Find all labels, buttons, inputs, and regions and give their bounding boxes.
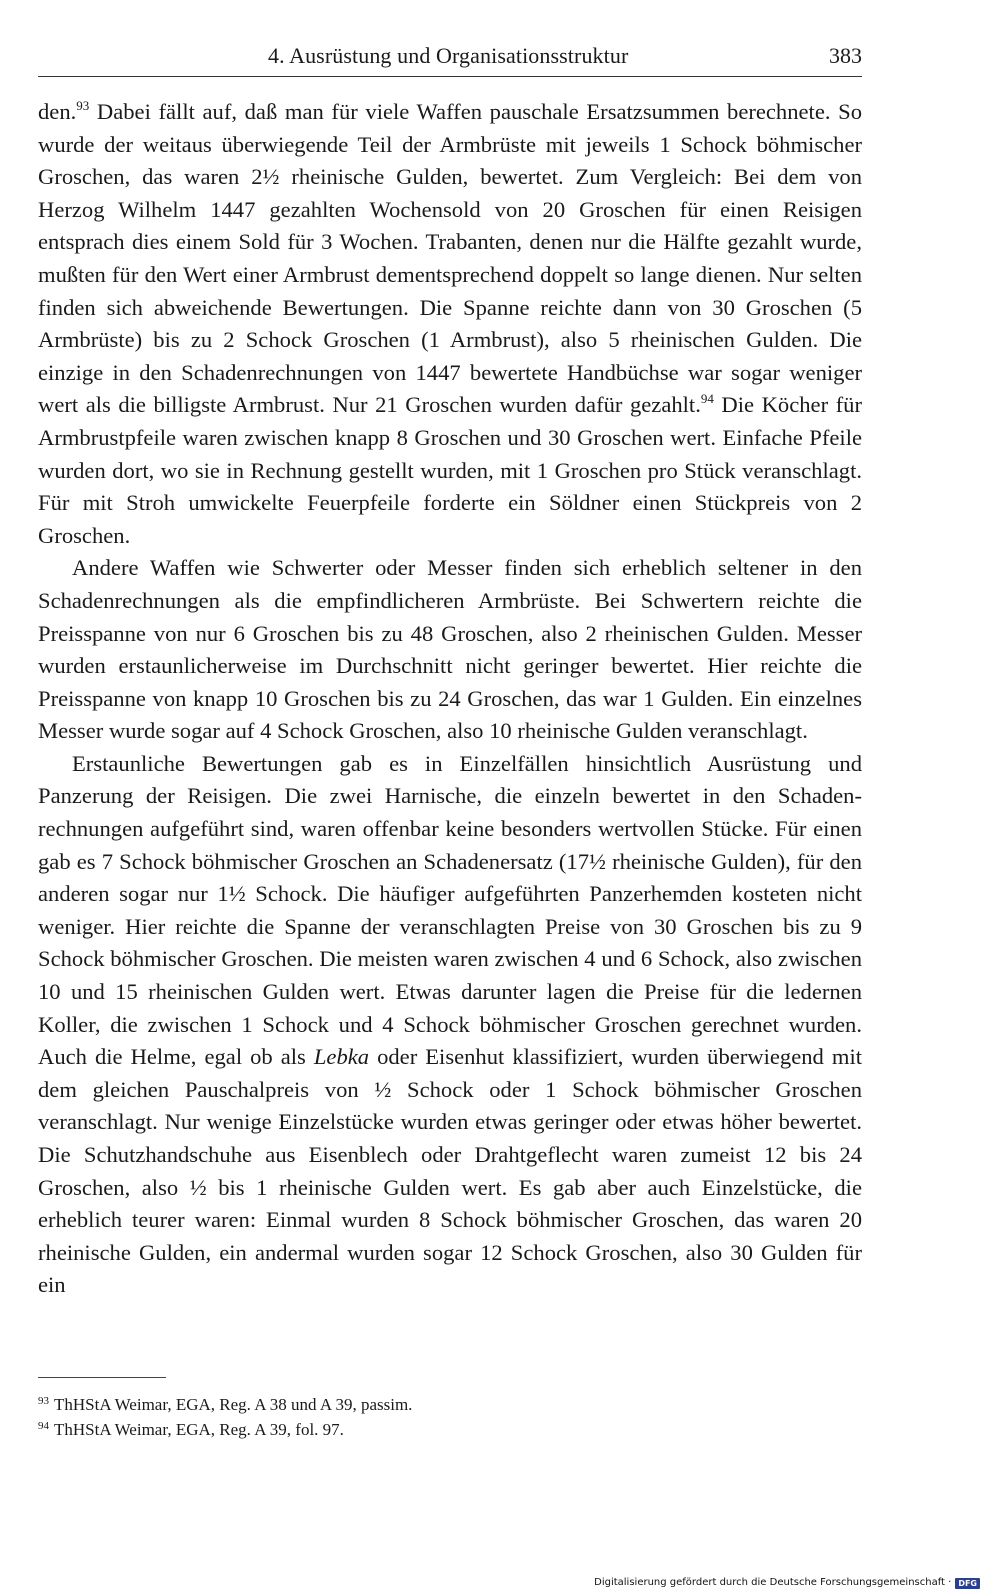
italic-term-lebka: Lebka	[313, 1044, 370, 1070]
footnote-ref-94: 94	[700, 391, 714, 407]
paragraph-1	[38, 96, 862, 552]
paragraph-1-part-b: Dabei fällt auf, daß man für viele Waffen pauschale Ersatzsummen berechnete. So wurde der weitaus überwiegende Teil der Armbrüste mit jeweils 1 Schock böhmischer Groschen, das waren 2½ rheinische Gulden, bewertet. Zum Vergleich: Bei dem von Herzog Wilhelm 1447 gezahlten Wochensold von 20 Groschen für einen Reisigen entsprach dies einem Sold für 3 Wochen. Trabanten, denen nur die Hälfte gezahlt wurde, mußten für den Wert einer Armbrust dementsprechend doppelt so lange dienen. Nur selten finden sich abweichende Bewertungen. Die Spanne reichte dann von 30 Groschen (5 Armbrüste) bis zu 2 Schock Groschen (1 Armbrust), also 5 rheinischen Gulden. Die einzige in den Schadenrechnungen von 1447 bewertete Handbüchse war sogar weniger wert als die billigste Armbrust. Nur 21 Groschen wurden dafür gezahlt.	[38, 99, 862, 418]
digitization-note: Digitalisierung gefördert durch die Deutsche Forschungsgemeinschaft ·	[594, 1577, 952, 1588]
body-text	[38, 96, 862, 1302]
footnote-ref-93: 93	[76, 98, 90, 113]
footnotes	[38, 1392, 862, 1442]
footnote-94-text: ThHStA Weimar, EGA, Reg. A 39, fol. 97.	[54, 1420, 344, 1439]
dfg-logo: DFG	[955, 1578, 980, 1589]
footnote-rule	[38, 1377, 166, 1378]
footnote-93	[38, 1392, 862, 1417]
paragraph-3-part-a: Erstaunliche Bewertungen gab es in Einzelfällen hinsichtlich Ausrüstung und Panzerung der Reisigen. Die zwei Harnische, die einzeln bewertet in den Schadenrechnungen aufgeführt sind, waren offenbar keine besonders wertvollen Stücke. Für einen gab es 7 Schock böhmischer Groschen an Schadenersatz (17½ rheinische Gulden), für den anderen sogar nur 1½ Schock. Die häufiger aufgeführten Panzerhemden kosteten nicht weniger. Hier reichte die Spanne der veranschlagten Preise von 30 Groschen bis zu 9 Schock böhmischer Groschen. Die meisten waren zwischen 4 und 6 Schock, also zwischen 10 und 15 rheinischen Gulden wert. Etwas darunter lagen die Preise für die ledernen Koller, die zwischen 1 Schock und 4 Schock böhmischer Groschen gerechnet wurden. Auch die Helme, egal ob als	[38, 750, 862, 1070]
paragraph-3	[38, 748, 862, 1302]
footnote-94-mark: 94	[38, 1420, 49, 1432]
digitization-footer	[594, 1576, 980, 1590]
footnote-94	[38, 1417, 862, 1442]
paragraph-2: Andere Waffen wie Schwerter oder Messer finden sich erheblich seltener in den Schadenrechnungen als die empfindlicheren Armbrüste. Bei Schwertern reichte die Preisspanne von nur 6 Groschen bis zu 48 Groschen, also 2 rheinischen Gulden. Messer wurden erstaunlicherweise im Durchschnitt nicht geringer bewertet. Hier reichte die Preisspanne von knapp 10 Groschen bis zu 24 Groschen, das war 1 Gulden. Ein einzelnes Messer wurde sogar auf 4 Schock Groschen, also 10 rheinische Gulden veranschlagt.	[38, 555, 862, 744]
book-page	[38, 0, 862, 1593]
footnote-93-text: ThHStA Weimar, EGA, Reg. A 38 und A 39, passim.	[54, 1395, 413, 1414]
paragraph-3-part-b: oder Eisenhut klassifiziert, wurden überwiegend mit dem gleichen Pauschalpreis von ½ Schock oder 1 Schock böhmischer Groschen veranschlagt. Nur wenige Einzelstücke wurden etwas geringer oder etwas höher bewertet. Die Schutzhandschuhe aus Eisenblech oder Drahtgeflecht waren zumeist 12 bis 24 Groschen, also ½ bis 1 rheinische Gulden wert. Es gab aber auch Einzelstücke, die erheblich teurer waren: Einmal wurden 8 Schock böhmischer Groschen, das waren 20 rheinische Gulden, ein andermal wurden sogar 12 Schock Groschen, also 30 Gulden für ein	[38, 1044, 862, 1298]
footnote-93-mark: 93	[38, 1395, 49, 1407]
running-title: 4. Ausrüstung und Organisationsstruktur	[268, 43, 629, 68]
page-number: 383	[829, 43, 862, 68]
paragraph-1-part-a: den.	[38, 99, 77, 124]
header-rule	[38, 76, 862, 77]
running-head	[38, 40, 862, 72]
paragraph-1-part-c: Die Köcher für Armbrustpfeile waren zwischen knapp 8 Groschen und 30 Groschen wert. Einfache Pfeile wurden dort, wo sie in Rechnung gestellt wurden, mit 1 Groschen pro Stück veranschlagt. Für mit Stroh umwickelte Feuerpfeile forderte ein Söldner einen Stückpreis von 2 Groschen.	[38, 392, 862, 548]
